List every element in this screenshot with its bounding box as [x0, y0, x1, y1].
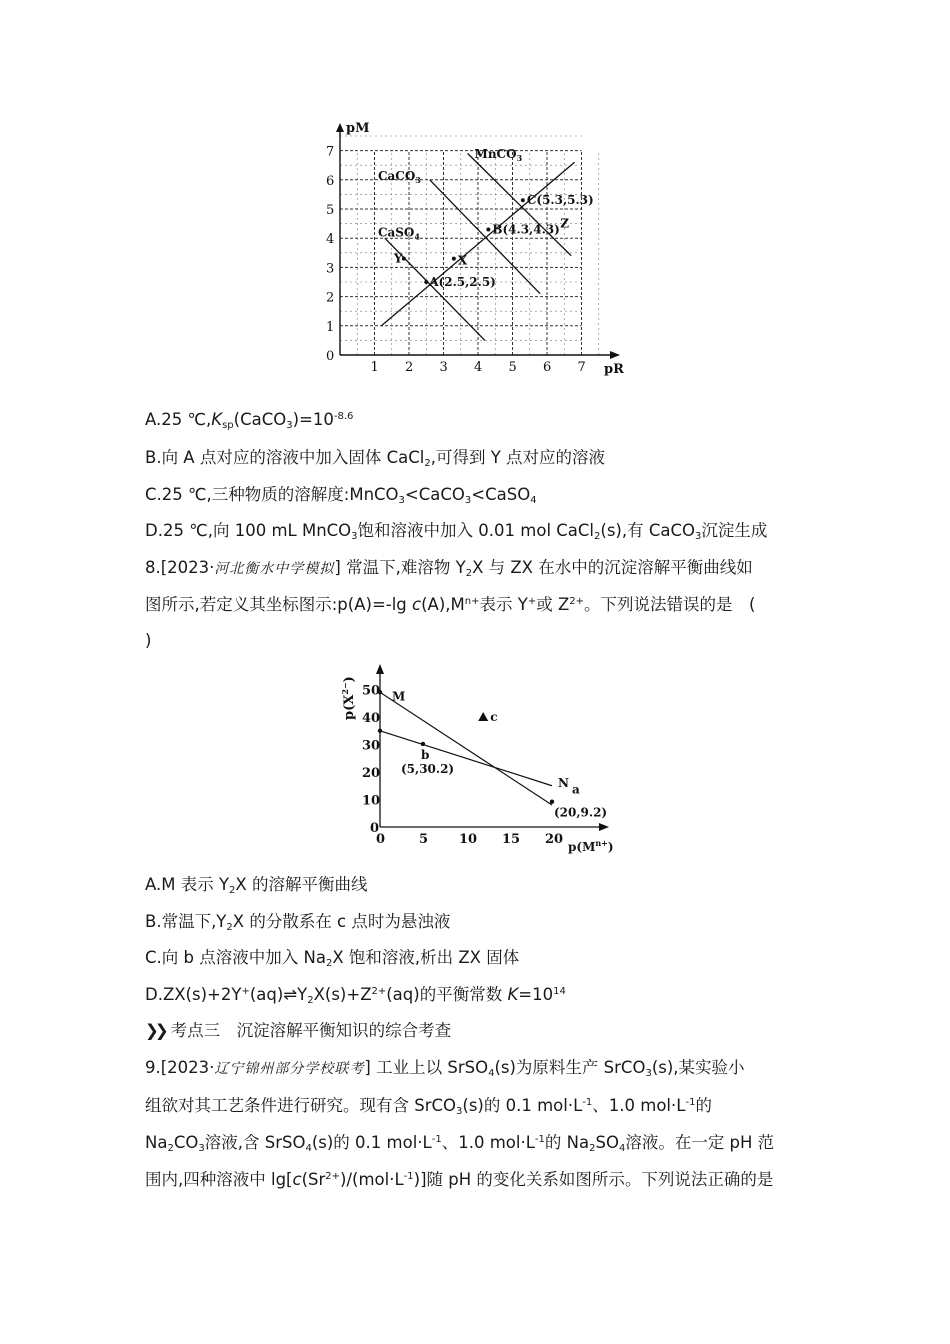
point-label: A(2.5,2.5)	[429, 275, 496, 289]
y-axis-arrow	[336, 123, 344, 132]
q8-option-a: A.M 表示 $Y_2X$ 的溶解平衡曲线	[145, 875, 368, 896]
series-label-m: M	[392, 689, 406, 704]
series-line	[380, 692, 552, 805]
curve-label: MnCO$_3$	[474, 146, 523, 163]
point-label: B(4.3,4.3)	[492, 222, 560, 237]
point-label: c	[490, 710, 498, 724]
x-tick-label: 1	[370, 360, 379, 375]
q9-stem-line2: 组欲对其工艺条件进行研究。现有含 SrCO$_3$(s)的 0.1 $mol\cdot L^{-1}$、1.0 $mol\cdot L^{-1}$的	[145, 1096, 712, 1117]
x-tick-label: 10	[459, 832, 478, 847]
data-point	[486, 227, 490, 231]
q9-stem-line1: 9.[2023·辽宁锦州部分学校联考] 工业上以 SrSO$_4$(s)为原料生产 SrCO$_3$(s),某实验小	[145, 1058, 745, 1079]
point-coord: (5,30.2)	[401, 761, 455, 776]
q7-option-c: C.25 ℃,三种物质的溶解度:MnCO$_3$<CaCO$_3$<CaSO$_4$	[145, 485, 537, 506]
y-axis-label: pM	[346, 121, 370, 136]
series-start-point	[378, 729, 382, 733]
q8-stem-line2: 图所示,若定义其坐标图示:p(A)=-lg $c(A),M^{n+}$表示 Y+或 $Z^{2+}$。下列说法错误的是 (	[145, 595, 756, 614]
y-tick-label: 1	[326, 319, 335, 335]
q9-source: 辽宁锦州部分学校联考	[214, 1061, 365, 1077]
y-tick-label: 4	[326, 232, 335, 248]
y-tick-label: 7	[326, 144, 335, 160]
point-label: C(5.3,5.3)	[526, 193, 594, 208]
point-label: b	[421, 747, 430, 762]
q7-option-d: D.25 ℃,向 100 mL MnCO$_3$饱和溶液中加入 0.01 mol CaCl$_2$(s),有 CaCO$_3$沉淀生成	[145, 521, 768, 542]
y-tick-label: 50	[362, 683, 381, 699]
x-tick-label: 5	[508, 360, 517, 375]
x-tick-label: 4	[474, 360, 483, 375]
equilibrium-arrow-icon: ⇌	[283, 985, 298, 1004]
series-line	[380, 731, 552, 786]
x-tick-label: 3	[439, 360, 448, 375]
q8-source: 河北衡水中学模拟	[214, 561, 335, 577]
y-tick-label: 2	[326, 290, 335, 306]
curve-label: CaCO$_3$	[377, 168, 421, 185]
chart2-series	[378, 689, 569, 805]
y-tick-label: 30	[362, 738, 381, 754]
y-tick-label: 0	[370, 821, 380, 836]
x-tick-label: 15	[502, 832, 521, 847]
y-tick-label: 6	[326, 173, 335, 189]
point-label: a	[572, 782, 580, 797]
x-tick-label: 0	[376, 832, 386, 847]
x-tick-label: 5	[419, 832, 429, 847]
y-axis-arrow	[376, 664, 384, 674]
chart2-ticks	[362, 684, 563, 848]
y-tick-label: 0	[326, 349, 335, 364]
q7-option-a: A.25 $℃,K_{sp}(CaCO_3)=10^{-8.6}$	[145, 410, 354, 431]
y-tick-label: 40	[362, 711, 381, 726]
point-label: Z	[560, 216, 570, 231]
data-point	[550, 800, 554, 804]
data-point	[424, 280, 428, 284]
x-tick-label: 7	[577, 360, 586, 375]
y-axis-label: $p(X^{2-})$	[340, 676, 357, 720]
x-tick-label: 2	[405, 360, 414, 375]
q8-option-d: $D.ZX(s)+2Y^+(aq)\rightleftharpoons Y_2X(s)+Z^{2+}(aq)$的平衡常数 $K=10^{14}$	[145, 985, 566, 1006]
point-coord: (20,9.2)	[554, 805, 608, 820]
data-point	[521, 198, 525, 202]
q8-option-b: B.常温下$,Y_2X$ 的分散系在 c 点时为悬浊液	[145, 912, 451, 933]
q9-stem-line4: 围内,四种溶液中 $\lg[c(Sr^{2+})/(mol\cdot L^{-1})]$随 pH 的变化关系如图所示。下列说法正确的是	[145, 1170, 774, 1189]
x-tick-label: 20	[545, 832, 564, 847]
x-axis-arrow	[599, 823, 609, 831]
y-tick-label: 5	[326, 203, 335, 218]
data-point	[421, 742, 425, 746]
q8-option-c: C.向 b 点溶液中加入 $Na_2X$ 饱和溶液,析出 ZX 固体	[145, 948, 520, 969]
q8-stem-line1: 8.[2023·河北衡水中学模拟] 常温下,难溶物 $Y_2X$ 与 ZX 在水中的沉淀溶解平衡曲线如	[145, 558, 753, 579]
x-axis-label: pR	[604, 362, 624, 377]
x-axis-arrow	[610, 351, 620, 359]
point-c-triangle	[478, 712, 488, 721]
q7-option-b: B.向 A 点对应的溶液中加入固体 CaCl$_2$,可得到 Y 点对应的溶液	[145, 448, 606, 469]
series-line	[381, 162, 574, 326]
series-label-n: N	[558, 776, 569, 790]
chart-pm-pr	[320, 118, 640, 382]
curve-label: CaSO$_4$	[377, 225, 420, 242]
double-chevron-icon: ❯❯	[145, 1021, 165, 1040]
chart1-points	[393, 193, 594, 289]
x-tick-label: 6	[543, 360, 552, 375]
point-label: X	[457, 253, 468, 268]
q8-stem-line3: )	[145, 631, 152, 650]
data-point	[402, 257, 406, 261]
point-label: Y	[393, 251, 403, 266]
chart-px-pm	[335, 662, 625, 857]
q9-stem-line3: $Na_2CO_3$溶液,含 SrSO$_4$(s)的 0.1 $mol\cdot L^{-1}$、1.0 $mol\cdot L^{-1}$的 $Na_2SO_4$溶液。在一定 pH 范	[145, 1133, 775, 1154]
x-axis-label: $p(M^{n+})$	[568, 838, 614, 854]
y-tick-label: 10	[362, 793, 381, 809]
data-point	[452, 257, 456, 261]
y-tick-label: 20	[362, 766, 381, 781]
section-header: ❯❯ 考点三 沉淀溶解平衡知识的综合考查	[145, 1021, 452, 1040]
y-tick-label: 3	[326, 261, 335, 277]
